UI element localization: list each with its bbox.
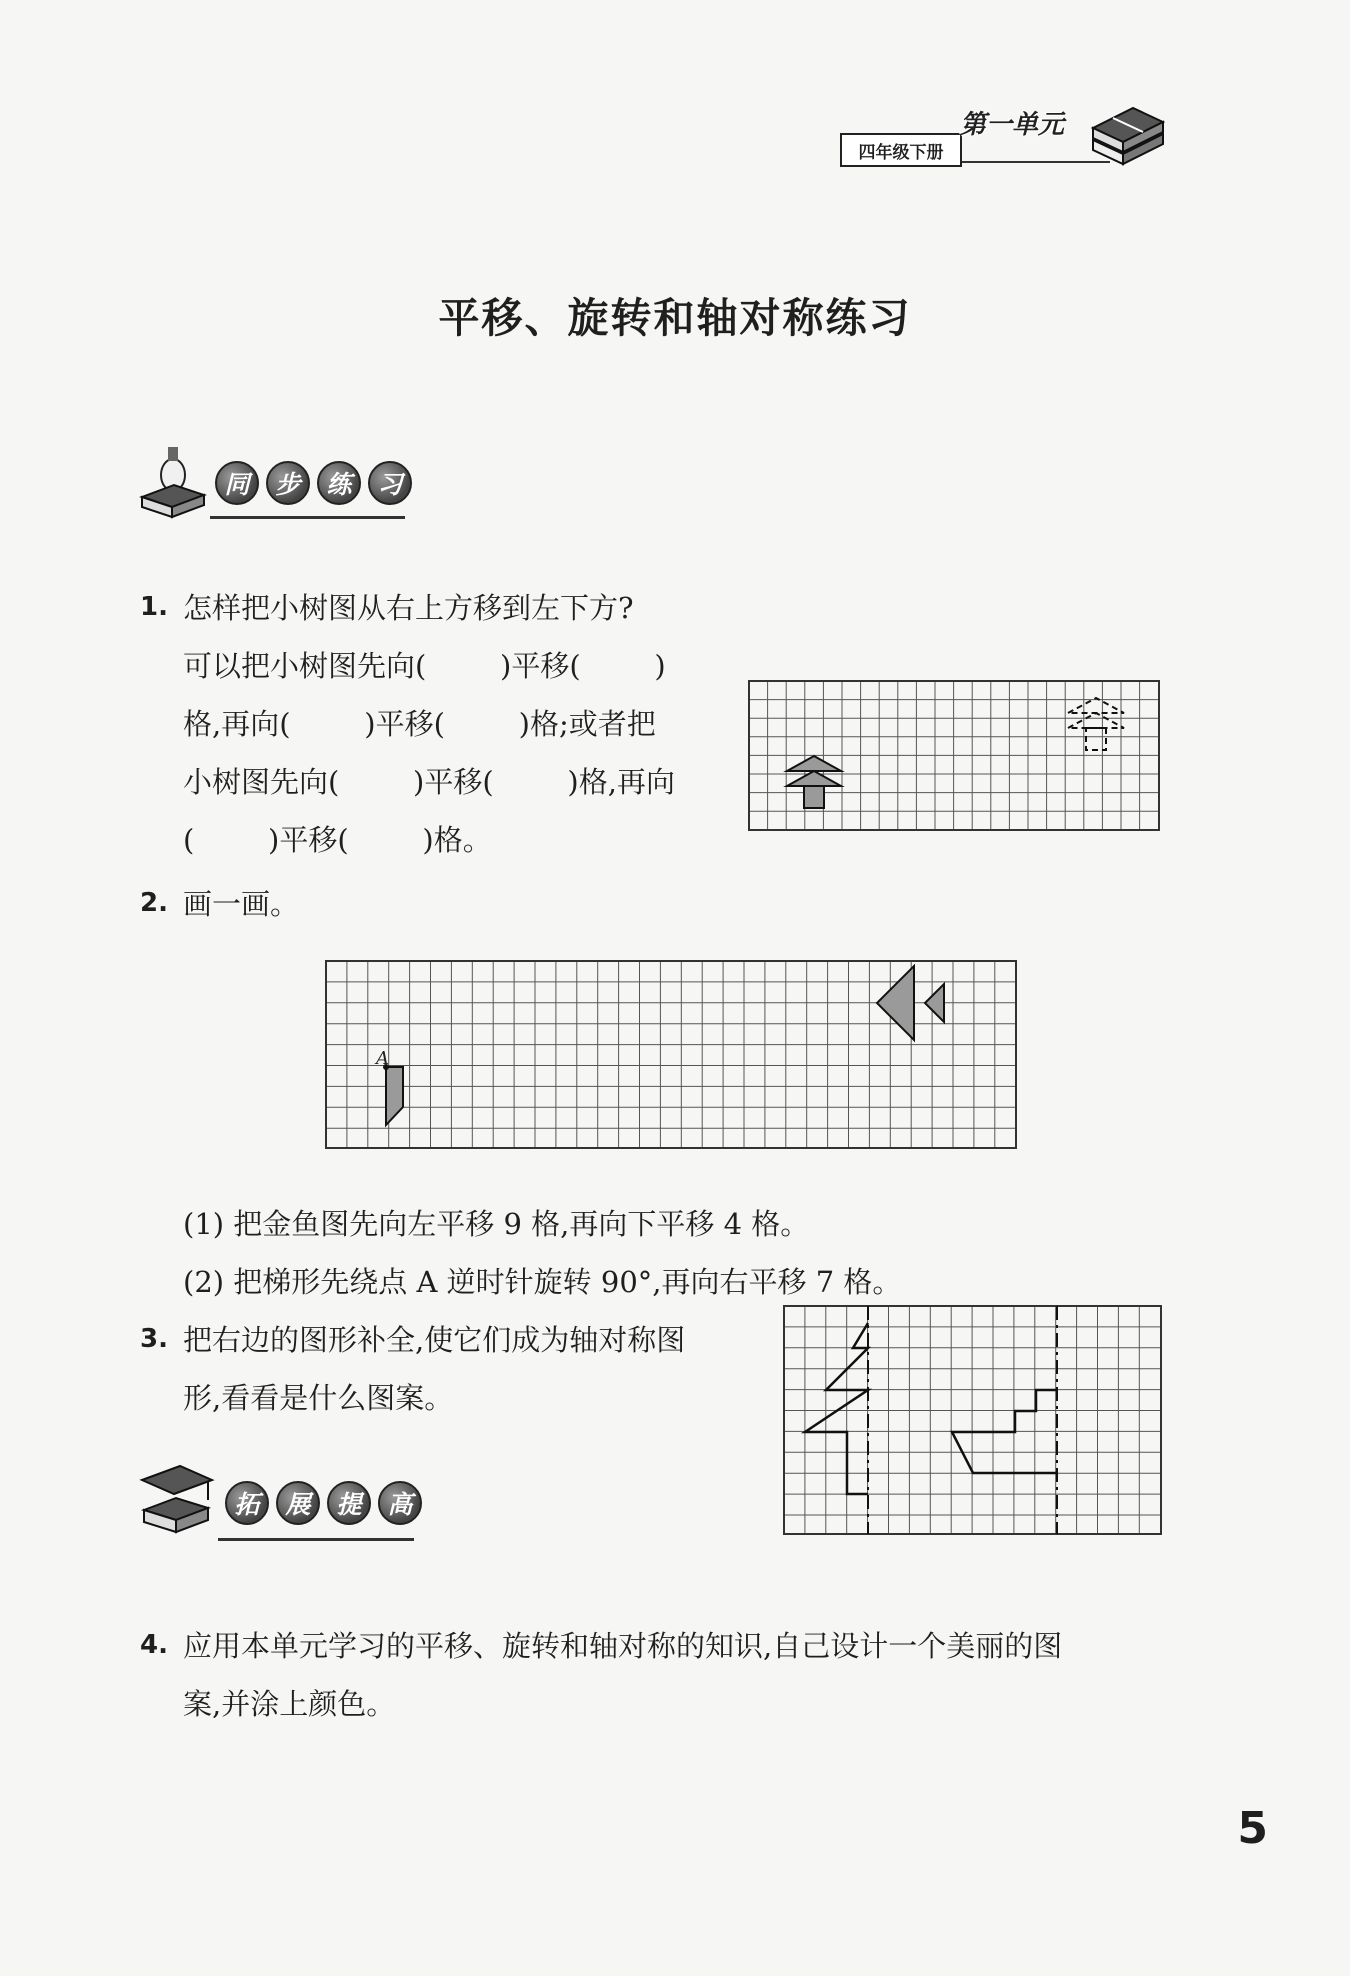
q1-line: ( )平移( )格。 <box>183 823 492 857</box>
trapezoid-shape <box>386 1067 403 1125</box>
fish-trapezoid-grid <box>325 960 1025 1154</box>
section-underline <box>218 1538 414 1541</box>
tree-shape <box>787 756 841 808</box>
q4-line2: 案,并涂上颜色。 <box>183 1687 396 1721</box>
section-heading-extend: 拓 展 提 高 <box>225 1481 422 1525</box>
q2-number: 2. <box>140 888 168 918</box>
section-heading-sync: 同 步 练 习 <box>215 461 412 505</box>
axis-lines <box>868 1306 1057 1534</box>
q1-line: 小树图先向( )平移( )格,再向 <box>183 765 675 799</box>
q3-line2: 形,看看是什么图案。 <box>183 1381 454 1415</box>
q1-number: 1. <box>140 592 168 622</box>
half-figures <box>805 1323 1057 1494</box>
page-number: 5 <box>1237 1803 1268 1854</box>
q3-line1: 把右边的图形补全,使它们成为轴对称图 <box>183 1323 686 1357</box>
point-a-label: A <box>376 1048 389 1069</box>
section-underline <box>210 516 405 519</box>
q2-sub1: (1) 把金鱼图先向左平移 9 格,再向下平移 4 格。 <box>183 1207 810 1241</box>
tree-grid <box>748 680 1166 833</box>
fish-shape <box>877 966 944 1040</box>
q1-question: 怎样把小树图从右上方移到左下方? <box>183 591 634 625</box>
q3-number: 3. <box>140 1324 168 1354</box>
q2-text: 画一画。 <box>183 887 300 921</box>
tree-dashed-outline <box>1068 698 1124 750</box>
symmetry-grid <box>783 1305 1167 1537</box>
q4-line1: 应用本单元学习的平移、旋转和轴对称的知识,自己设计一个美丽的图 <box>183 1629 1063 1663</box>
q1-line: 格,再向( )平移( )格;或者把 <box>183 707 656 741</box>
grade-label: 四年级下册 <box>840 133 962 167</box>
q4-number: 4. <box>140 1630 168 1660</box>
q2-sub2: (2) 把梯形先绕点 A 逆时针旋转 90°,再向右平移 7 格。 <box>183 1265 902 1299</box>
page-title: 平移、旋转和轴对称练习 <box>438 294 912 342</box>
graduation-cap-icon <box>138 1460 216 1542</box>
unit-label: 第一单元 <box>960 110 1065 140</box>
lamp-books-icon <box>138 445 208 529</box>
q1-line: 可以把小树图先向( )平移( ) <box>183 649 666 683</box>
